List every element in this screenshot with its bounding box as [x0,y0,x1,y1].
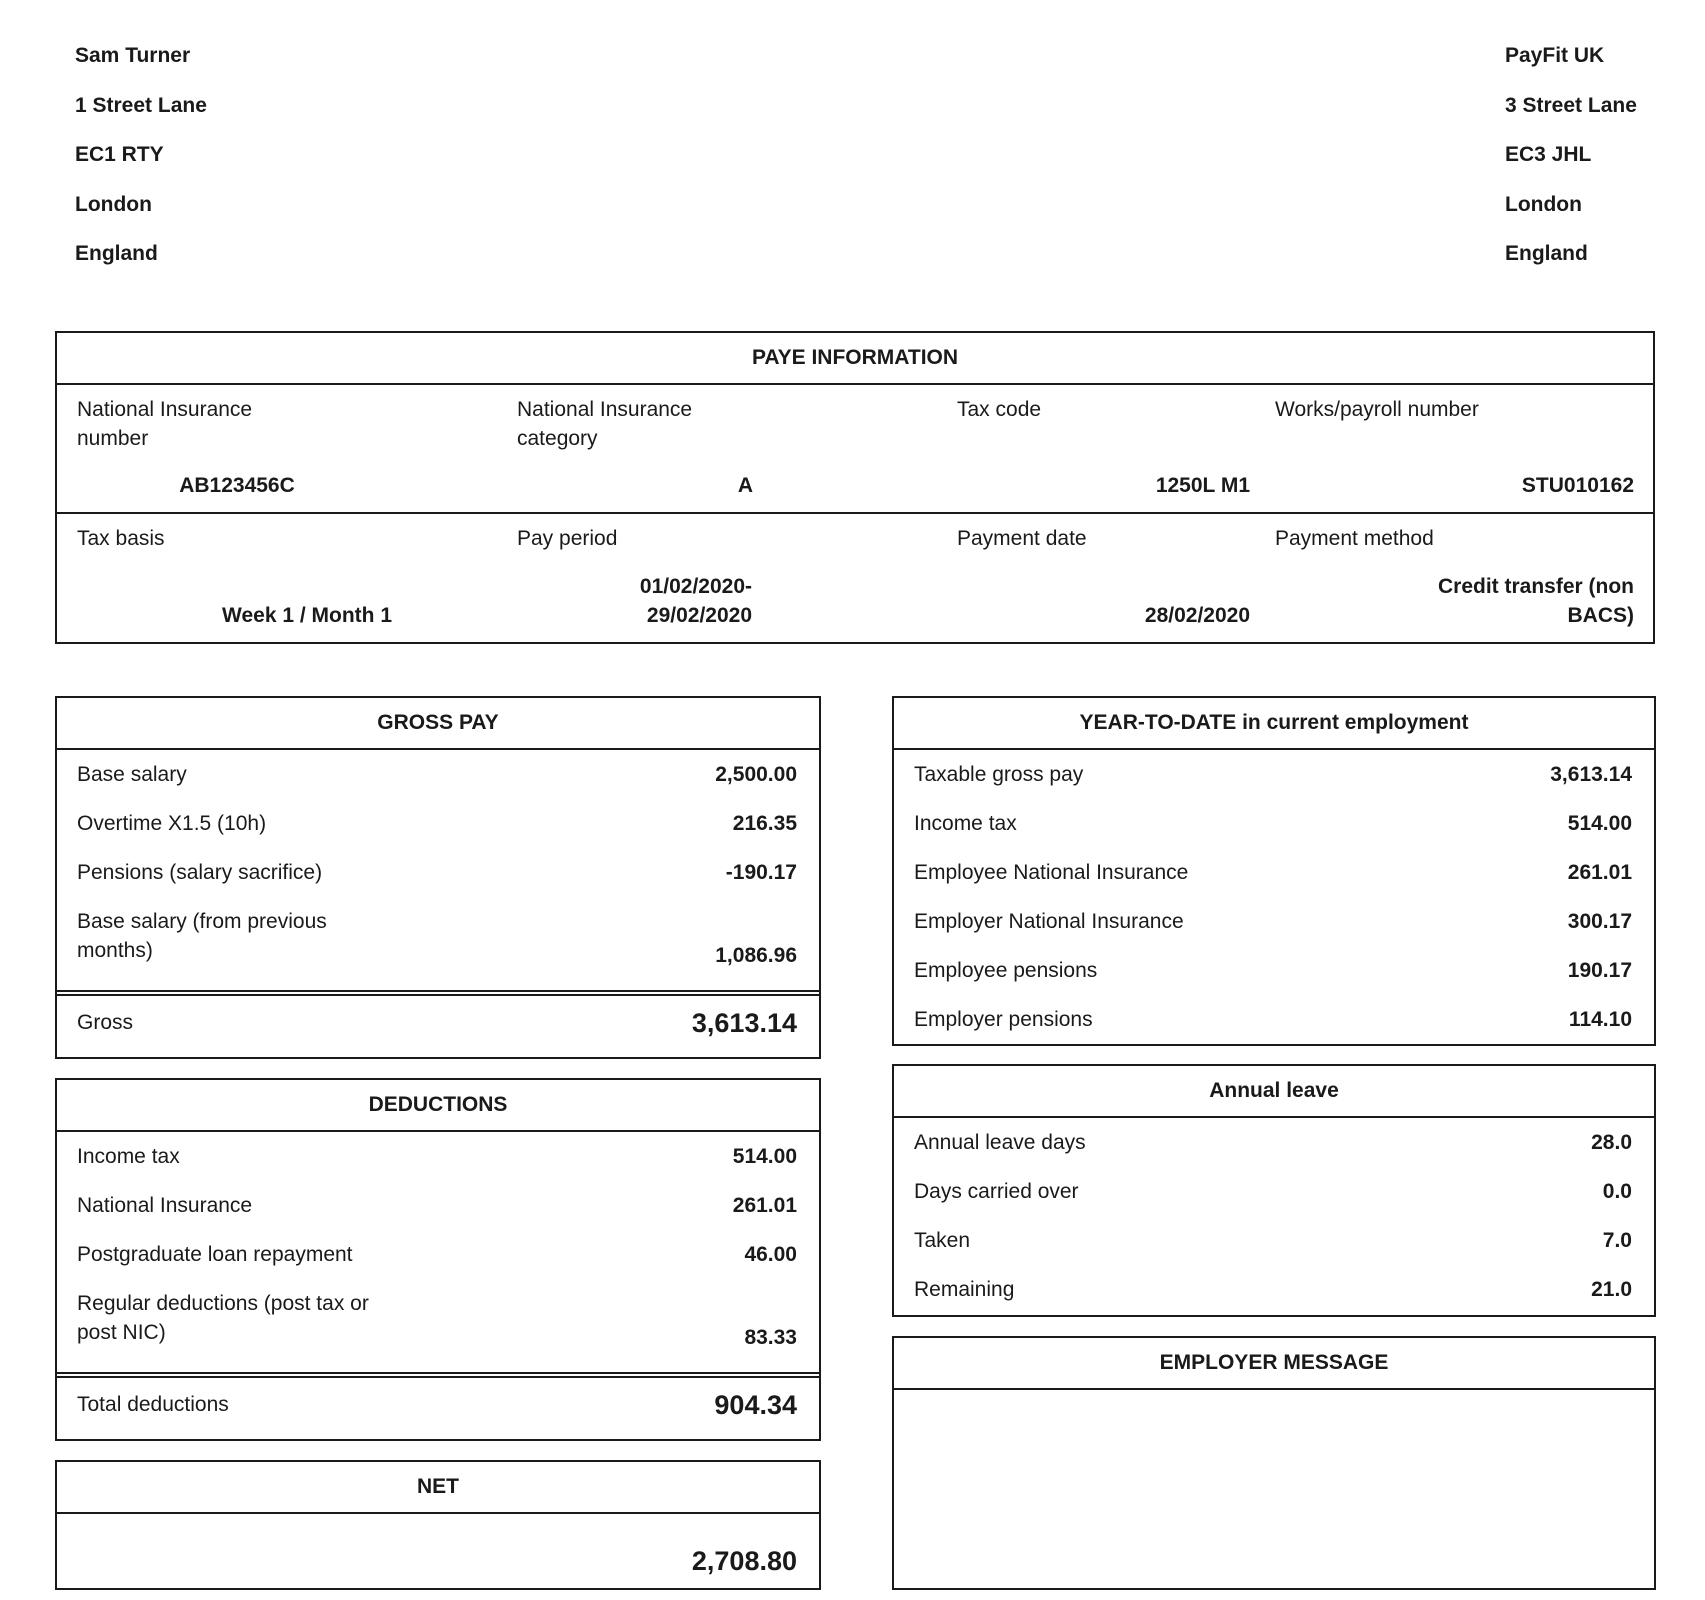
employer-address-line: 3 Street Lane [1505,93,1637,117]
ytd-item-value: 3,613.14 [1550,763,1632,786]
net-pay-box [55,1460,821,1590]
deduction-row [57,1230,819,1279]
deductions-total-row [57,1378,819,1428]
gross-total-label: Gross [77,1011,134,1034]
leave-item-value: 0.0 [1602,1180,1632,1203]
ytd-item-label: Employer pensions [914,1008,1093,1031]
payment-method-label: Payment method [1275,527,1434,550]
employer-address [1505,44,1637,292]
ni-number-value: AB123456C [179,474,295,497]
net-title: NET [57,1462,819,1514]
payment-date-value: 28/02/2020 [1144,604,1250,627]
ni-category-cell [497,385,897,512]
deduction-row [57,1181,819,1230]
gross-pay-row [57,848,819,897]
ytd-item-label: Employer National Insurance [914,910,1184,933]
ytd-title: YEAR-TO-DATE in current employment [894,698,1654,750]
ytd-row [894,897,1654,946]
payroll-number-value: STU010162 [1521,474,1634,497]
gross-pay-item-label: Pensions (salary sacrifice) [77,861,323,884]
leave-row [894,1118,1654,1167]
tax-basis-cell [57,514,457,642]
leave-item-value: 7.0 [1602,1229,1632,1252]
leave-item-label: Annual leave days [914,1131,1086,1154]
ytd-row [894,995,1654,1044]
ni-number-cell [57,385,457,512]
employer-message-box [892,1336,1656,1590]
leave-row [894,1216,1654,1265]
employer-country: England [1505,242,1588,265]
payroll-number-cell [1255,385,1655,512]
gross-pay-item-value: 2,500.00 [715,763,797,786]
deduction-row [57,1279,819,1372]
deduction-item-label: National Insurance [77,1194,253,1217]
gross-pay-item-label: Base salary [77,763,187,786]
employee-city: London [75,192,152,216]
leave-item-label: Days carried over [914,1180,1079,1203]
gross-pay-box [55,696,821,1059]
leave-item-value: 21.0 [1591,1278,1632,1301]
ytd-item-label: Employee National Insurance [914,861,1189,884]
pay-period-label: Pay period [517,527,618,550]
gross-total-row [57,996,819,1046]
employee-address [75,44,207,292]
deduction-row [57,1132,819,1181]
tax-code-label: Tax code [957,398,1042,421]
paye-row [57,514,1653,642]
employer-city: London [1505,192,1582,216]
payroll-number-label: Works/payroll number [1275,398,1479,421]
deduction-item-value: 514.00 [732,1145,797,1168]
leave-item-label: Taken [914,1229,971,1252]
deductions-total-value: 904.34 [714,1390,797,1420]
ytd-row [894,946,1654,995]
tax-basis-label: Tax basis [77,527,165,550]
ytd-item-value: 190.17 [1567,959,1632,982]
annual-leave-box [892,1064,1656,1317]
tax-basis-value: Week 1 / Month 1 [222,604,392,627]
net-value: 2,708.80 [691,1546,797,1576]
employer-postcode: EC3 JHL [1505,143,1592,166]
gross-pay-item-value: 1,086.96 [715,944,797,967]
ytd-item-value: 114.10 [1568,1008,1632,1031]
ytd-row [894,750,1654,799]
deduction-item-label: Postgraduate loan repayment [77,1243,353,1266]
paye-information-box [55,331,1655,644]
leave-item-value: 28.0 [1591,1131,1632,1154]
ni-category-value: A [737,474,753,497]
ytd-item-label: Taxable gross pay [914,763,1084,786]
gross-pay-item-value: 216.35 [732,812,797,835]
deduction-item-label: Income tax [77,1145,180,1168]
gross-pay-row [57,897,819,990]
leave-row [894,1167,1654,1216]
annual-leave-title: Annual leave [894,1066,1654,1118]
gross-pay-row [57,799,819,848]
pay-period-cell [497,514,897,642]
paye-title: PAYE INFORMATION [57,333,1653,385]
payment-method-cell [1255,514,1655,642]
payment-method-value: Credit transfer (non BACS) [1437,575,1634,627]
employee-country: England [75,242,158,265]
deduction-item-label: Regular deductions (post tax or post NIC) [77,1292,369,1344]
employee-name: Sam Turner [75,44,191,67]
deduction-item-value: 83.33 [744,1326,797,1349]
ytd-item-label: Income tax [914,812,1017,835]
ytd-row [894,799,1654,848]
employer-name: PayFit UK [1505,44,1605,67]
ytd-item-label: Employee pensions [914,959,1098,982]
tax-code-value: 1250L M1 [1155,474,1250,497]
deductions-title: DEDUCTIONS [57,1080,819,1132]
payment-date-label: Payment date [957,527,1087,550]
paye-row [57,385,1653,514]
deduction-item-value: 46.00 [744,1243,797,1266]
ni-number-label: National Insurance number [77,398,253,450]
ni-category-label: National Insurance category [517,398,693,450]
ytd-row [894,848,1654,897]
pay-period-value: 01/02/2020- 29/02/2020 [639,575,752,627]
leave-row [894,1265,1654,1314]
year-to-date-box [892,696,1656,1046]
leave-item-label: Remaining [914,1278,1015,1301]
deductions-total-label: Total deductions [77,1393,229,1416]
ytd-item-value: 514.00 [1567,812,1632,835]
ytd-item-value: 261.01 [1567,861,1632,884]
gross-pay-item-value: -190.17 [725,861,797,884]
gross-pay-title: GROSS PAY [57,698,819,750]
employee-postcode: EC1 RTY [75,143,164,166]
employee-address-line: 1 Street Lane [75,93,207,117]
ytd-item-value: 300.17 [1567,910,1632,933]
employer-message-title: EMPLOYER MESSAGE [894,1338,1654,1390]
gross-pay-item-label: Base salary (from previous months) [77,910,327,962]
gross-total-value: 3,613.14 [691,1008,797,1038]
gross-pay-row [57,750,819,799]
deduction-item-value: 261.01 [732,1194,797,1217]
deductions-box [55,1078,821,1441]
gross-pay-item-label: Overtime X1.5 (10h) [77,812,267,835]
